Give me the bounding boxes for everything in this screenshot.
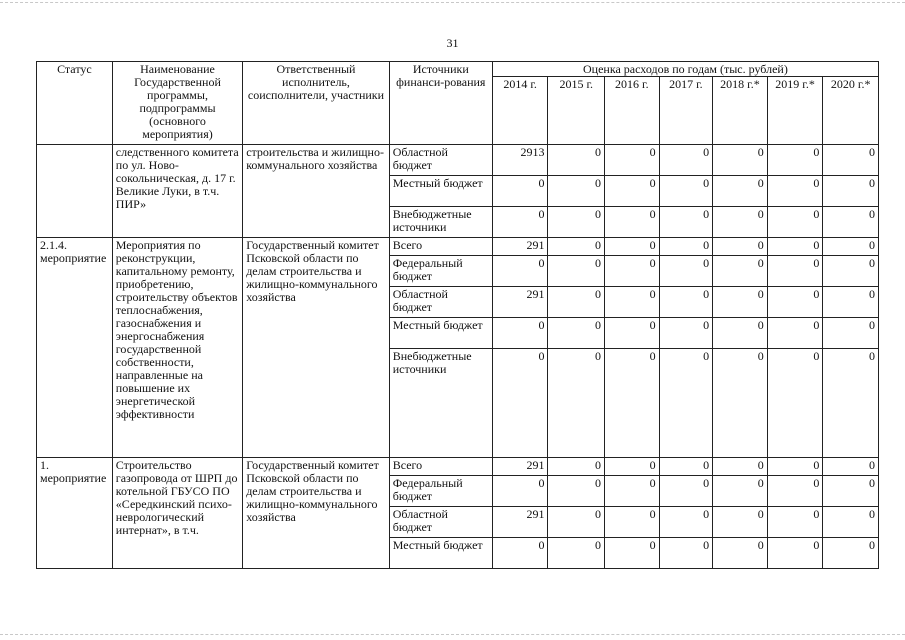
- header-sources: Источники финанси-рования: [389, 62, 492, 145]
- row-status: 2.1.4. мероприятие: [37, 238, 113, 458]
- value-cell: 0: [767, 476, 823, 507]
- value-cell: 0: [548, 458, 605, 476]
- value-cell: 0: [823, 507, 879, 538]
- value-cell: 0: [605, 256, 660, 287]
- value-cell: 291: [492, 238, 548, 256]
- row-status: 1. мероприятие: [37, 458, 113, 569]
- value-cell: 0: [823, 145, 879, 176]
- value-cell: 0: [605, 458, 660, 476]
- value-cell: 0: [767, 318, 823, 349]
- row-responsible: строительства и жилищно-коммунального хозяйства: [243, 145, 390, 238]
- value-cell: 0: [548, 207, 605, 238]
- funding-source: Местный бюджет: [389, 318, 492, 349]
- header-year: 2015 г.: [548, 77, 605, 145]
- funding-source: Федеральный бюджет: [389, 476, 492, 507]
- value-cell: 0: [713, 207, 768, 238]
- value-cell: 2913: [492, 145, 548, 176]
- value-cell: 0: [492, 318, 548, 349]
- value-cell: 0: [659, 176, 713, 207]
- funding-source: Местный бюджет: [389, 538, 492, 569]
- value-cell: 0: [548, 287, 605, 318]
- header-responsible: Ответственный исполнитель, соисполнители, участники: [243, 62, 390, 145]
- value-cell: 0: [713, 458, 768, 476]
- value-cell: 0: [659, 238, 713, 256]
- value-cell: 0: [823, 349, 879, 458]
- funding-source: Областной бюджет: [389, 287, 492, 318]
- value-cell: 0: [713, 287, 768, 318]
- value-cell: 0: [492, 176, 548, 207]
- value-cell: 0: [823, 476, 879, 507]
- value-cell: 0: [548, 507, 605, 538]
- value-cell: 0: [605, 287, 660, 318]
- value-cell: 0: [548, 349, 605, 458]
- value-cell: 0: [767, 507, 823, 538]
- value-cell: 0: [713, 256, 768, 287]
- value-cell: 0: [767, 458, 823, 476]
- value-cell: 0: [548, 145, 605, 176]
- value-cell: 0: [659, 256, 713, 287]
- funding-source: Федеральный бюджет: [389, 256, 492, 287]
- value-cell: 0: [659, 287, 713, 318]
- scan-edge-top: [0, 2, 905, 3]
- value-cell: 0: [605, 207, 660, 238]
- row-name: Мероприятия по реконструкции, капитальному ремонту, приобретению, строительству объектов теплоснабжения, газоснабжения и энергоснабжения государственной собственности, направленные на повышение их энергетической эффективности: [112, 238, 242, 458]
- funding-source: Внебюджетные источники: [389, 349, 492, 458]
- row-responsible: Государственный комитет Псковской области по делам строительства и жилищно-коммунального хозяйства: [243, 458, 390, 569]
- value-cell: 0: [823, 287, 879, 318]
- value-cell: 0: [713, 145, 768, 176]
- value-cell: 0: [659, 476, 713, 507]
- value-cell: 0: [713, 318, 768, 349]
- value-cell: 0: [659, 538, 713, 569]
- value-cell: 0: [605, 538, 660, 569]
- funding-source: Местный бюджет: [389, 176, 492, 207]
- value-cell: 0: [659, 507, 713, 538]
- value-cell: 0: [659, 145, 713, 176]
- value-cell: 0: [659, 458, 713, 476]
- value-cell: 291: [492, 287, 548, 318]
- value-cell: 0: [605, 476, 660, 507]
- value-cell: 0: [492, 207, 548, 238]
- value-cell: 0: [713, 176, 768, 207]
- value-cell: 0: [605, 318, 660, 349]
- value-cell: 0: [492, 538, 548, 569]
- value-cell: 0: [713, 349, 768, 458]
- value-cell: 0: [605, 238, 660, 256]
- value-cell: 291: [492, 458, 548, 476]
- header-year: 2016 г.: [605, 77, 660, 145]
- value-cell: 0: [767, 349, 823, 458]
- funding-source: Всего: [389, 238, 492, 256]
- value-cell: 0: [605, 349, 660, 458]
- value-cell: 0: [767, 145, 823, 176]
- value-cell: 0: [605, 145, 660, 176]
- value-cell: 0: [548, 256, 605, 287]
- funding-source: Всего: [389, 458, 492, 476]
- value-cell: 0: [492, 256, 548, 287]
- value-cell: 0: [767, 287, 823, 318]
- value-cell: 0: [823, 176, 879, 207]
- value-cell: 0: [548, 318, 605, 349]
- value-cell: 0: [548, 476, 605, 507]
- header-year: 2017 г.: [659, 77, 713, 145]
- funding-source: Внебюджетные источники: [389, 207, 492, 238]
- value-cell: 0: [713, 238, 768, 256]
- value-cell: 0: [548, 176, 605, 207]
- budget-table: [36, 61, 879, 569]
- value-cell: 0: [767, 256, 823, 287]
- value-cell: 0: [659, 207, 713, 238]
- row-name: следственного комитета по ул. Ново-сокольническая, д. 17 г. Великие Луки, в т.ч. ПИР»: [112, 145, 242, 238]
- header-name: Наименование Государственной программы, подпрограммы (основного мероприятия): [112, 62, 242, 145]
- value-cell: 0: [823, 318, 879, 349]
- value-cell: 0: [823, 238, 879, 256]
- row-name: Строительство газопровода от ШРП до котельной ГБУСО ПО «Середкинский психо-неврологический интернат», в т.ч.: [112, 458, 242, 569]
- value-cell: 0: [713, 538, 768, 569]
- value-cell: 0: [823, 458, 879, 476]
- funding-source: Областной бюджет: [389, 507, 492, 538]
- header-year: 2020 г.*: [823, 77, 879, 145]
- value-cell: 0: [767, 176, 823, 207]
- row-responsible: Государственный комитет Псковской области по делам строительства и жилищно-коммунального хозяйства: [243, 238, 390, 458]
- value-cell: 0: [823, 256, 879, 287]
- scan-edge-bottom: [0, 634, 905, 635]
- value-cell: 0: [767, 538, 823, 569]
- value-cell: 0: [548, 238, 605, 256]
- value-cell: 0: [767, 207, 823, 238]
- page-number: 31: [446, 36, 459, 50]
- value-cell: 0: [659, 318, 713, 349]
- value-cell: 0: [492, 349, 548, 458]
- value-cell: 0: [605, 507, 660, 538]
- value-cell: 0: [605, 176, 660, 207]
- funding-source: Областной бюджет: [389, 145, 492, 176]
- value-cell: 291: [492, 507, 548, 538]
- value-cell: 0: [767, 238, 823, 256]
- header-expenses: Оценка расходов по годам (тыс. рублей): [492, 62, 878, 77]
- header-year: 2019 г.*: [767, 77, 823, 145]
- value-cell: 0: [823, 207, 879, 238]
- header-year: 2014 г.: [492, 77, 548, 145]
- header-status: Статус: [37, 62, 113, 145]
- value-cell: 0: [713, 507, 768, 538]
- value-cell: 0: [492, 476, 548, 507]
- value-cell: 0: [548, 538, 605, 569]
- header-year: 2018 г.*: [713, 77, 768, 145]
- value-cell: 0: [823, 538, 879, 569]
- value-cell: 0: [659, 349, 713, 458]
- value-cell: 0: [713, 476, 768, 507]
- row-status: [37, 145, 113, 238]
